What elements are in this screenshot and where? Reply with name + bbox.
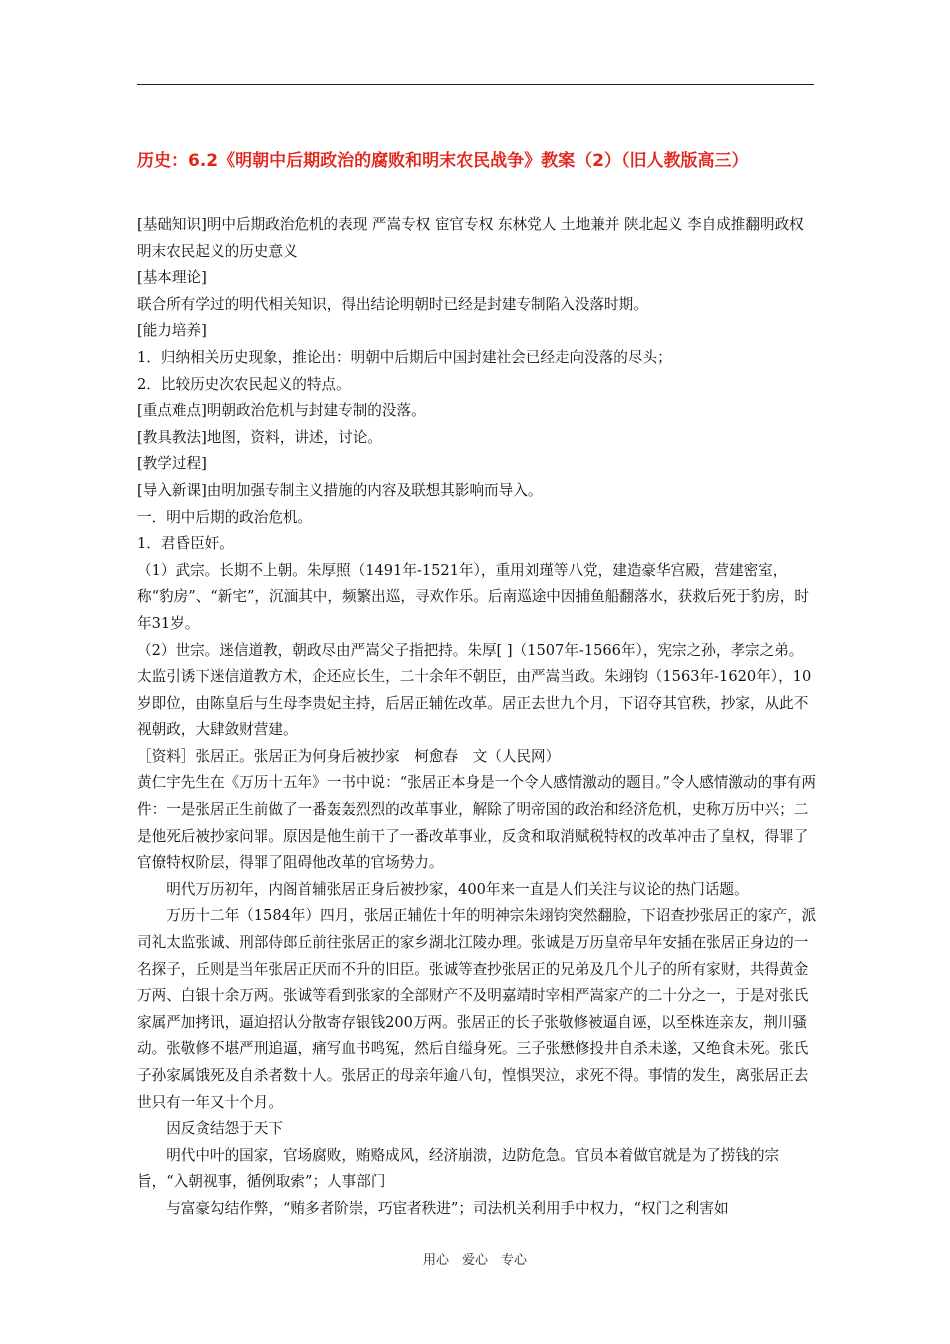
paragraph-material-heading: ［资料］张居正。张居正为何身后被抄家 柯愈春 文（人民网） bbox=[137, 747, 561, 765]
paragraph-ability-label: [能力培养] bbox=[137, 322, 207, 340]
subsection-heading-1: 1．君昏臣奸。 bbox=[137, 535, 234, 553]
section-heading-1: 一．明中后期的政治危机。 bbox=[137, 508, 313, 526]
paragraph-shizong: （2）世宗。迷信道教，朝政尽由严嵩父子指把持。朱厚[ ]（1507年-1566年），宪宗之孙，孝宗之弟。太监引诱下迷信道教方术，企还应长生，二十余年不朝臣，由严嵩当政。朱翊钧（1563年-1620年），10岁即位，由陈皇后与生母李贵妃主持，后居正辅佐改革。居正去世九个月，下诏夺其官秩，抄家，从此不视朝政，大肆敛财营建。 bbox=[137, 641, 812, 739]
paragraph-ability-2: 2．比较历史次农民起义的特点。 bbox=[137, 375, 351, 393]
paragraph-basic-theory-label: [基本理论] bbox=[137, 269, 207, 287]
paragraph-ability-1: 1．归纳相关历史现象，推论出：明朝中后期后中国封建社会已经走向没落的尽头； bbox=[137, 348, 672, 366]
document-title: 历史：6.2《明朝中后期政治的腐败和明末农民战争》教案（2）（旧人教版高三） bbox=[137, 151, 749, 171]
paragraph-subheading-anticorruption: 因反贪结怨于天下 bbox=[166, 1120, 283, 1138]
paragraph-process-label: [教学过程] bbox=[137, 455, 207, 473]
paragraph-wanli-early: 明代万历初年，内阁首辅张居正身后被抄家，400年来一直是人们关注与议论的热门话题。 bbox=[166, 880, 749, 898]
document-body bbox=[137, 212, 817, 1223]
paragraph-basic-theory: 联合所有学过的明代相关知识，得出结论明朝时已经是封建专制陷入没落时期。 bbox=[137, 295, 648, 313]
paragraph-basic-knowledge: [基础知识]明中后期政治危机的表现 严嵩专权 宦官专权 东林党人 土地兼并 陕北起义 李自成推翻明政权 明末农民起义的历史意义 bbox=[137, 216, 804, 260]
paragraph-wanli-12: 万历十二年（1584年）四月，张居正辅佐十年的明神宗朱翊钧突然翻脸，下诏查抄张居正的家产，派司礼太监张诚、刑部侍郎丘前往张居正的家乡湖北江陵办理。张诚是万历皇帝早年安插在张居正身边的一名探子，丘则是当年张居正厌而不升的旧臣。张诚等查抄张居正的兄弟及几个儿子的所有家财，共得黄金万两、白银十余万两。张诚等看到张家的全部财产不及明嘉靖时宰相严嵩家产的二十分之一，于是对张氏家属严加拷讯，逼迫招认分散寄存银钱200万两。张居正的长子张敬修被逼自诬，以至株连亲友，荆川骚动。张敬修不堪严刑追逼，痛写血书鸣冤，然后自缢身死。三子张懋修投井自杀未遂，又绝食未死。张氏子孙家属饿死及自杀者数十人。张居正的母亲年逾八旬，惶惧哭泣，求死不得。事情的发生，离张居正去世只有一年又十个月。 bbox=[137, 907, 817, 1111]
paragraph-mid-ming: 明代中叶的国家，官场腐败，贿赂成风，经济崩溃，边防危急。官员本着做官就是为了捞钱的宗旨，“入朝视事，循例取索”；人事部门 bbox=[137, 1146, 780, 1191]
header-rule bbox=[137, 84, 814, 85]
paragraph-wuzong: （1）武宗。长期不上朝。朱厚照（1491年-1521年），重用刘瑾等八党，建造豪华宫殿，营建密室，称“豹房”、“新宅”，沉湎其中，频繁出巡，寻欢作乐。后南巡途中因捕鱼船翻落水，获救后死于豹房，时年31岁。 bbox=[137, 561, 809, 632]
paragraph-key-points: [重点难点]明朝政治危机与封建专制的没落。 bbox=[137, 402, 426, 420]
paragraph-huang-renyu: 黄仁宇先生在《万历十五年》一书中说：“张居正本身是一个令人感情激动的题目。”令人感情激动的事有两件：一是张居正生前做了一番轰轰烈烈的改革事业，解除了明帝国的政治和经济危机，史称万历中兴；二是他死后被抄家问罪。原因是他生前干了一番改革事业，反贪和取消赋税特权的改革冲击了皇权，得罪了官僚特权阶层，得罪了阻碍他改革的官场势力。 bbox=[137, 774, 816, 872]
paragraph-intro: [导入新课]由明加强专制主义措施的内容及联想其影响而导入。 bbox=[137, 481, 543, 499]
paragraph-teaching-tools: [教具教法]地图，资料，讲述，讨论。 bbox=[137, 428, 382, 446]
paragraph-bribery: 与富豪勾结作弊，“贿多者阶崇，巧宦者秩进”；司法机关利用手中权力，“权门之利害如 bbox=[166, 1199, 729, 1217]
page-footer: 用心 爱心 专心 bbox=[422, 1253, 527, 1268]
